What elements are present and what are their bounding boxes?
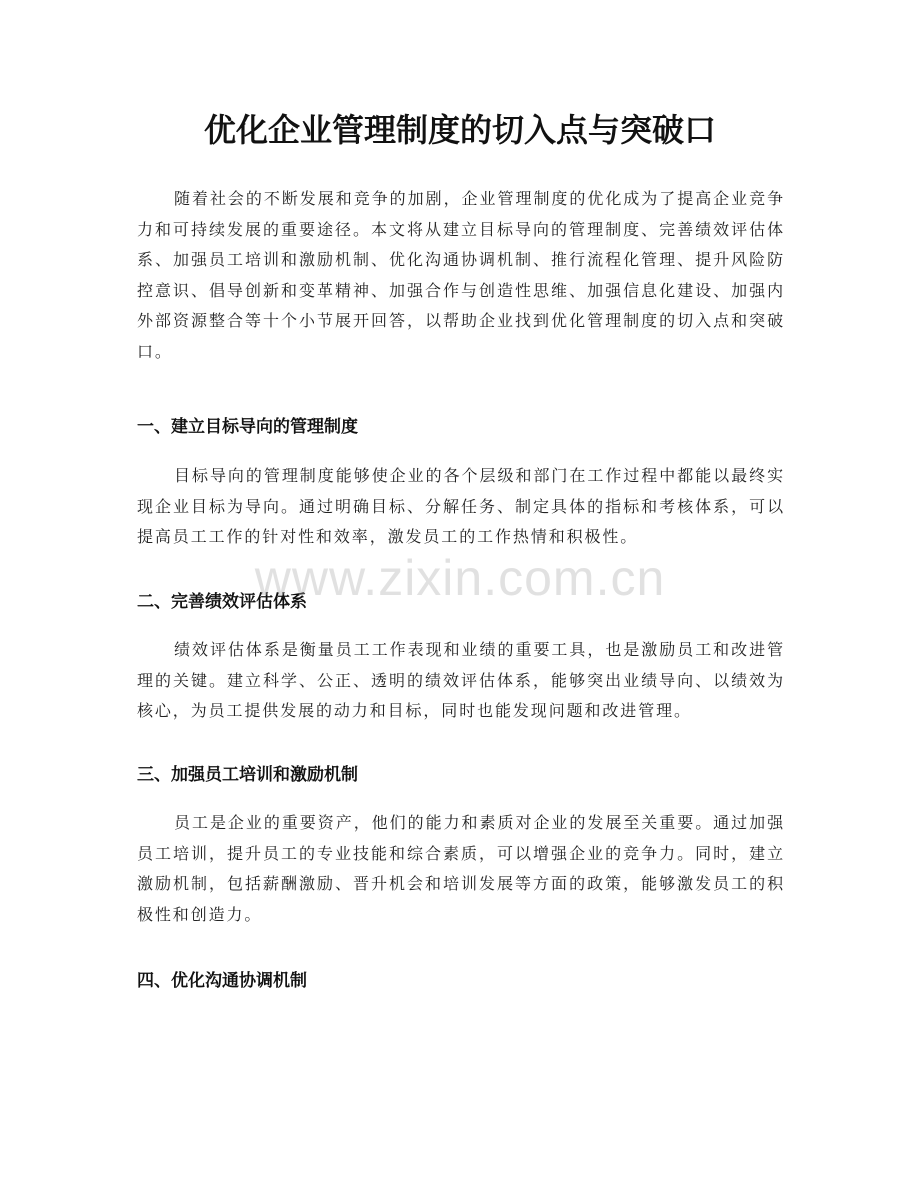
- section-body-1: 目标导向的管理制度能够使企业的各个层级和部门在工作过程中都能以最终实现企业目标为导向。通过明确目标、分解任务、制定具体的指标和考核体系，可以提高员工工作的针对性和效率，激发员工的工作热情和积极性。: [137, 466, 785, 546]
- section-heading-1: 一、建立目标导向的管理制度: [137, 417, 358, 437]
- section-heading-2: 二、完善绩效评估体系: [137, 592, 307, 612]
- intro-paragraph: 随着社会的不断发展和竞争的加剧，企业管理制度的优化成为了提高企业竞争力和可持续发展的重要途径。本文将从建立目标导向的管理制度、完善绩效评估体系、加强员工培训和激励机制、优化沟通协调机制、推行流程化管理、提升风险防控意识、倡导创新和变革精神、加强合作与创造性思维、加强信息化建设、加强内外部资源整合等十个小节展开回答，以帮助企业找到优化管理制度的切入点和突破口。: [137, 189, 785, 361]
- watermark: www.zixin.com.cn: [254, 550, 666, 606]
- section-body-3: 员工是企业的重要资产，他们的能力和素质对企业的发展至关重要。通过加强员工培训，提升员工的专业技能和综合素质，可以增强企业的竞争力。同时，建立激励机制，包括薪酬激励、晋升机会和培训发展等方面的政策，能够激发员工的积极性和创造力。: [137, 813, 785, 924]
- document-title: 优化企业管理制度的切入点与突破口: [203, 111, 716, 149]
- section-heading-3: 三、加强员工培训和激励机制: [137, 765, 358, 785]
- section-body-2: 绩效评估体系是衡量员工工作表现和业绩的重要工具，也是激励员工和改进管理的关键。建立科学、公正、透明的绩效评估体系，能够突出业绩导向、以绩效为核心，为员工提供发展的动力和目标，同时也能发现问题和改进管理。: [137, 640, 785, 720]
- section-heading-4: 四、优化沟通协调机制: [137, 971, 307, 991]
